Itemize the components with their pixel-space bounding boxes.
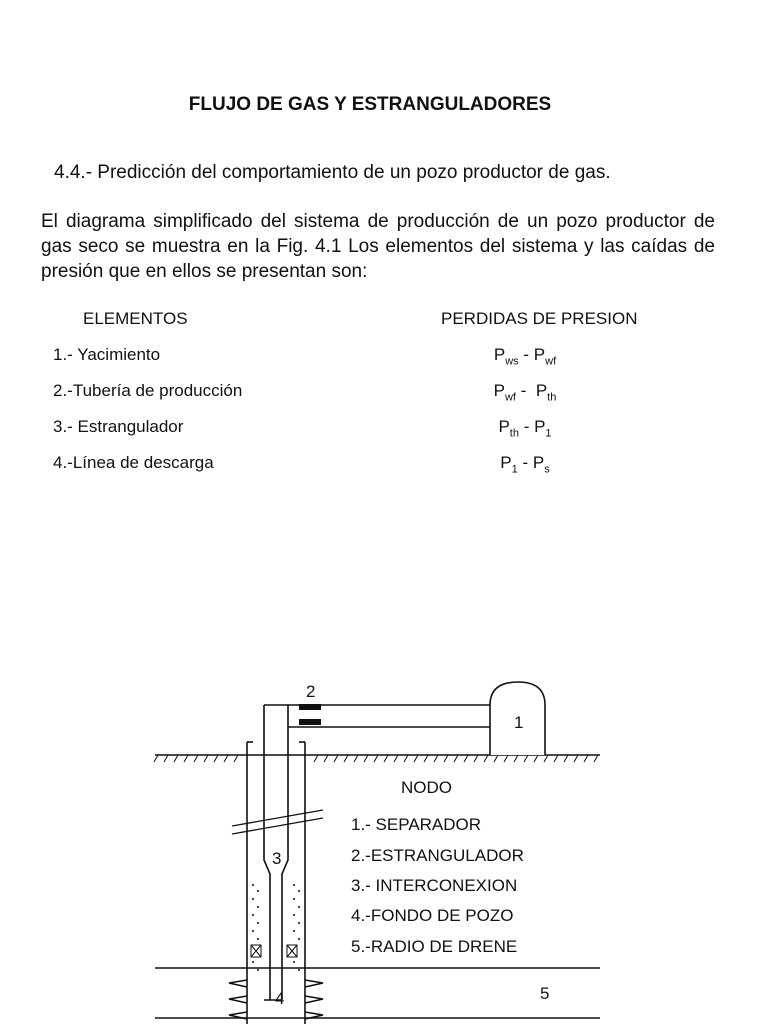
pressure-loss-formula: $P_1 - P_s$ (500, 453, 550, 476)
column-header-elements: ELEMENTOS (83, 309, 188, 328)
well-system-diagram (0, 600, 768, 1024)
break-line-top (232, 810, 323, 826)
node-label-3: 3 (272, 849, 282, 868)
element-row-label: 2.-Tubería de producción (53, 381, 243, 400)
tubing-left-wall (264, 705, 270, 1000)
node-label-4: 4 (275, 989, 285, 1008)
element-row-label: 4.-Línea de descarga (53, 453, 214, 472)
legend-item: 3.- INTERCONEXION (351, 876, 518, 895)
legend-item: 4.-FONDO DE POZO (351, 906, 514, 925)
intro-paragraph: El diagrama simplificado del sistema de producción de un pozo productor de gas seco se muestra en la Fig. 4.1 Los elementos del sistema y las caídas de presión que en ellos se presentan son: (41, 211, 715, 282)
node-label-2: 2 (306, 682, 316, 701)
legend-title: NODO (401, 778, 452, 797)
legend-item: 1.- SEPARADOR (351, 815, 482, 834)
document-title: FLUJO DE GAS Y ESTRANGULADORES (188, 94, 552, 115)
choke-lower-bead (299, 719, 321, 725)
ground-hatch (154, 755, 598, 762)
section-heading: 4.4.- Predicción del comportamiento de un pozo productor de gas. (54, 162, 611, 183)
perforations-left (229, 980, 247, 1019)
column-header-pressure-losses: PERDIDAS DE PRESION (441, 309, 638, 328)
break-line-bottom (232, 818, 323, 834)
legend-item: 2.-ESTRANGULADOR (351, 846, 524, 865)
pressure-loss-formula: $P_{wf} - P_{th}$ (493, 381, 557, 404)
element-row-label: 3.- Estrangulador (53, 417, 184, 436)
pressure-loss-formula: $P_{th} - P_1$ (498, 417, 552, 440)
pressure-loss-formula: $P_{ws} - P_{wf}$ (493, 345, 557, 368)
cement-dots (252, 884, 300, 971)
node-label-5: 5 (540, 984, 550, 1003)
perforations-right (305, 980, 323, 1019)
legend-item: 5.-RADIO DE DRENE (351, 937, 518, 956)
element-row-label: 1.- Yacimiento (53, 345, 161, 364)
choke-upper-bead (299, 704, 321, 710)
node-label-1: 1 (514, 713, 524, 732)
